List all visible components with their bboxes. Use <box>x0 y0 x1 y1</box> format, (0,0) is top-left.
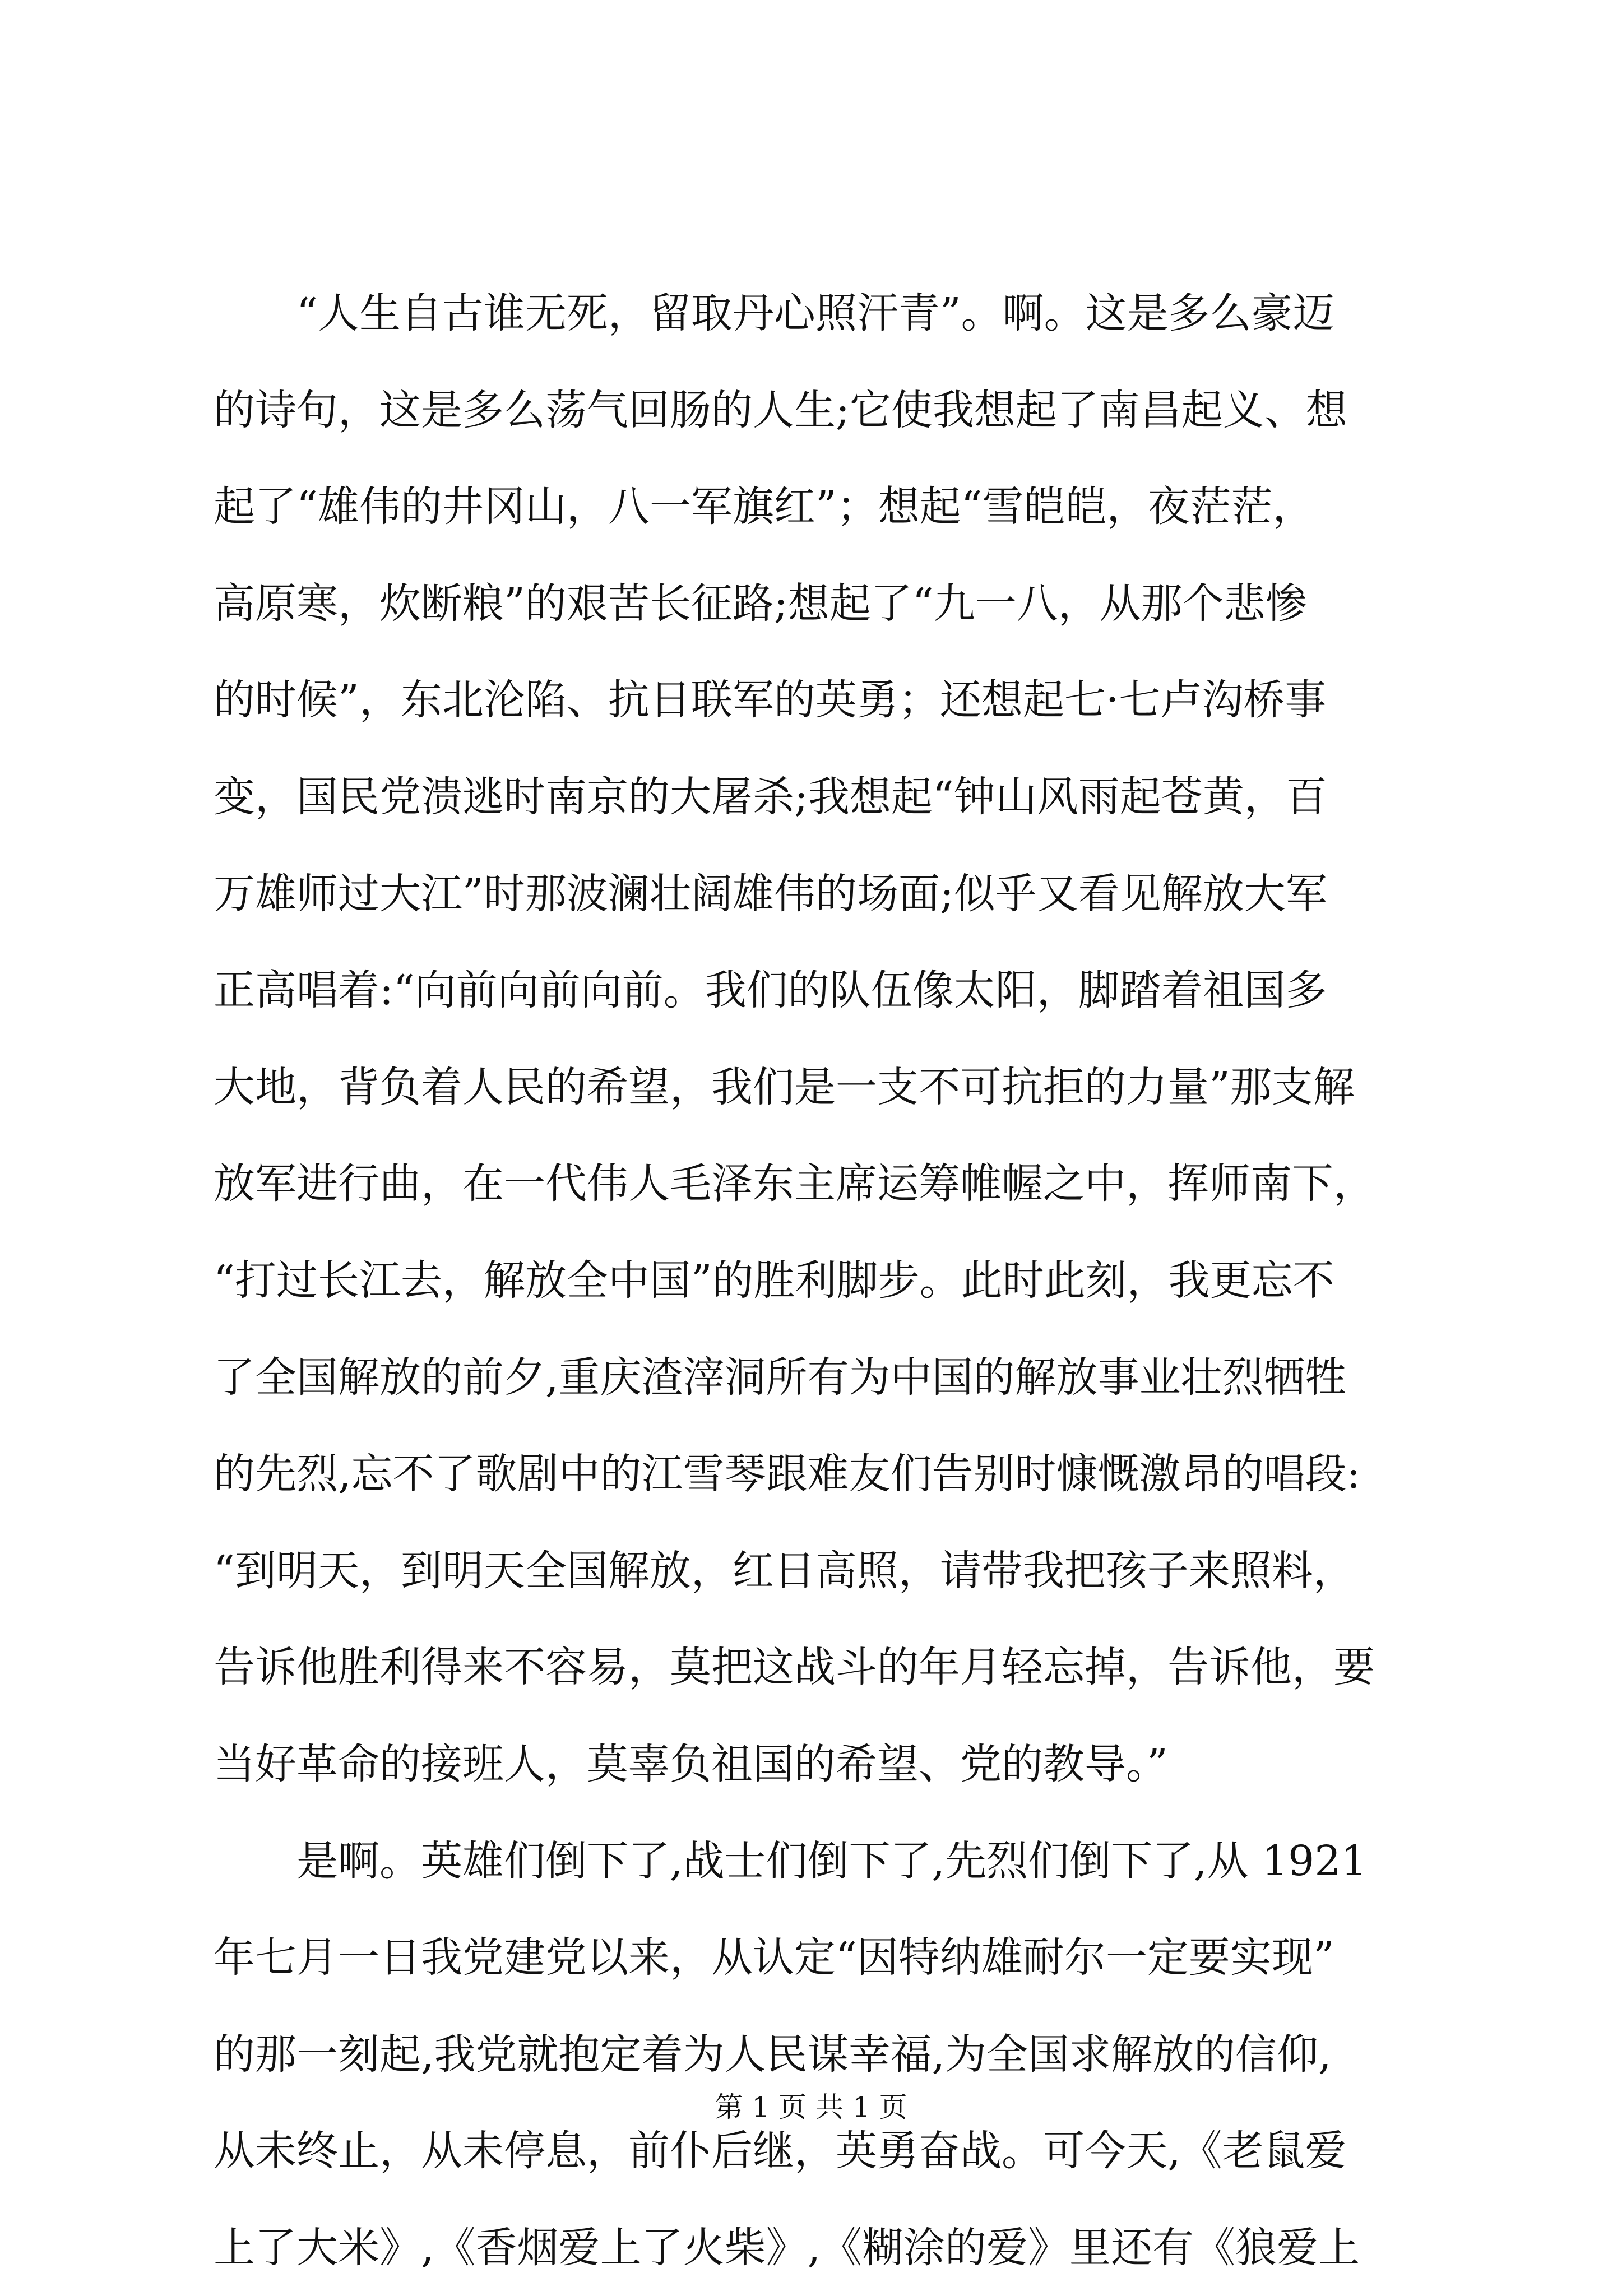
paragraph-1-line-14: “到明天，到明天全国解放，红日高照，请带我把孩子来照料， <box>214 1546 1355 1595</box>
paragraph-2-line-4: 从未终止，从未停息，前仆后继，英勇奋战。可今天,《老鼠爱 <box>214 2127 1347 2176</box>
paragraph-1-line-12: 了全国解放的前夕,重庆渣滓洞所有为中国的解放事业壮烈牺牲 <box>214 1353 1347 1402</box>
paragraph-1-line-6: 变，国民党溃逃时南京的大屠杀;我想起“钟山风雨起苍黄，百 <box>214 772 1327 821</box>
paragraph-1-line-9: 大地，背负着人民的希望，我们是一支不可抗拒的力量”那支解 <box>214 1063 1355 1111</box>
paragraph-2-line-2: 年七月一日我党建党以来，从认定“因特纳雄耐尔一定要实现” <box>214 1933 1334 1982</box>
body-text <box>214 265 1419 2296</box>
paragraph-2-line-3: 的那一刻起,我党就抱定着为人民谋幸福,为全国求解放的信仰, <box>214 2030 1332 2079</box>
paragraph-1-line-2: 的诗句，这是多么荡气回肠的人生;它使我想起了南昌起义、想 <box>214 386 1347 434</box>
paragraph-1-line-7: 万雄师过大江”时那波澜壮阔雄伟的场面;似乎又看见解放大军 <box>214 869 1327 918</box>
paragraph-1-line-15: 告诉他胜利得来不容易，莫把这战斗的年月轻忘掉，告诉他，要 <box>214 1643 1375 1692</box>
paragraph-1-line-3: 起了“雄伟的井冈山，八一军旗红”；想起“雪皑皑，夜茫茫， <box>214 483 1314 531</box>
paragraph-2-line-1: 是啊。英雄们倒下了,战士们倒下了,先烈们倒下了,从 1921 <box>296 1836 1368 1885</box>
paragraph-1-line-10: 放军进行曲，在一代伟人毛泽东主席运筹帷幄之中，挥师南下， <box>214 1159 1375 1208</box>
paragraph-2-line-5: 上了大米》,《香烟爱上了火柴》,《糊涂的爱》里还有《狼爱上 <box>214 2223 1360 2272</box>
page-footer: 第 1 页 共 1 页 <box>715 2091 907 2123</box>
paragraph-1-line-16: 当好革命的接班人，莫辜负祖国的希望、党的教导。” <box>214 1740 1168 1788</box>
paragraph-1-line-11: “打过长江去，解放全中国”的胜利脚步。此时此刻，我更忘不 <box>214 1256 1334 1305</box>
paragraph-1-line-1: “人生自古谁无死，留取丹心照汗青”。啊。这是多么豪迈 <box>296 289 1334 337</box>
paragraph-1-line-13: 的先烈,忘不了歌剧中的江雪琴跟难友们告别时慷慨激昂的唱段: <box>214 1450 1361 1499</box>
paragraph-1-line-4: 高原寒，炊断粮”的艰苦长征路;想起了“九一八，从那个悲惨 <box>214 579 1307 628</box>
paragraph-1-line-5: 的时候”，东北沦陷、抗日联军的英勇；还想起七·七卢沟桥事 <box>214 676 1327 725</box>
paragraph-1-line-8: 正高唱着:“向前向前向前。我们的队伍像太阳，脚踏着祖国多 <box>214 966 1327 1015</box>
